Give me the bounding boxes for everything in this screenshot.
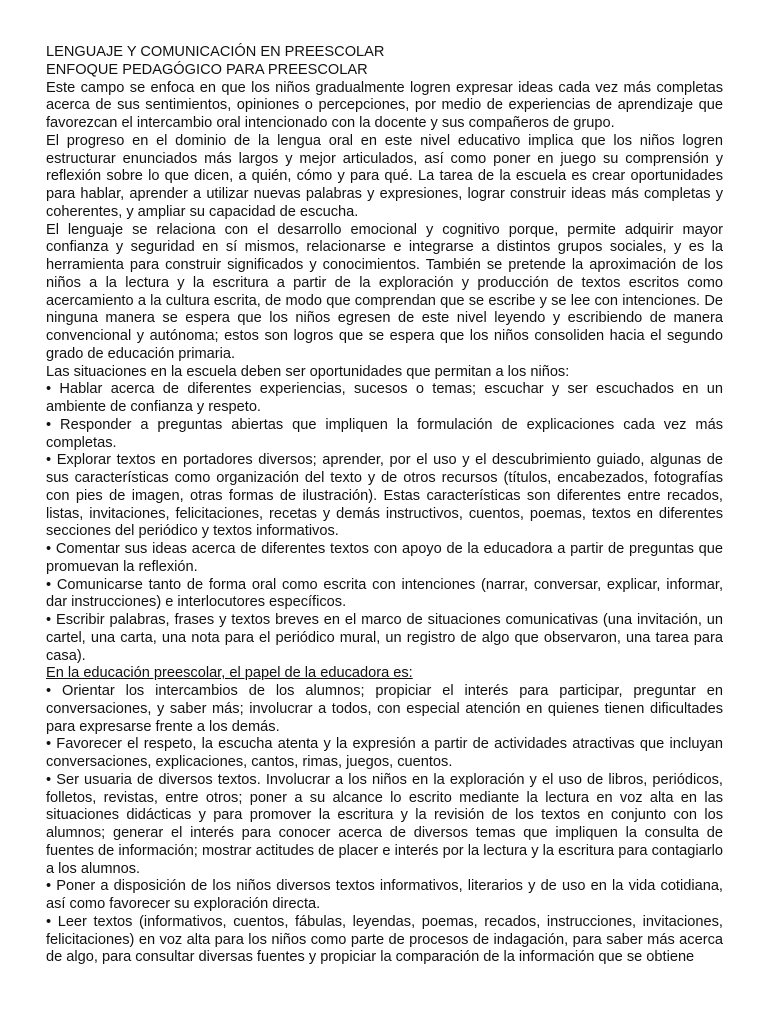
situaciones-list-item: • Explorar textos en portadores diversos; aprender, por el uso y el descubrimiento guiado, algunas de sus características como organización del texto y de otros recursos (títulos, encabezados, fotografías con pies de imagen, otras formas de ilustración). Estas características son diferentes entre recados, listas, invitaciones, felicitaciones, recetas y demás instructivos, cuentos, poemas, textos en diferentes secciones del periódico y textos informativos. [46, 452, 723, 540]
situaciones-list-item: • Comunicarse tanto de forma oral como escrita con intenciones (narrar, conversar, explicar, informar, dar instrucciones) e interlocutores específicos. [46, 576, 723, 611]
paragraph: Este campo se enfoca en que los niños gradualmente logren expresar ideas cada vez más completas acerca de sus sentimientos, opiniones o percepciones, por medio de experiencias de aprendizaje que favorezcan el intercambio oral intencionado con la docente y sus compañeros de grupo. [46, 79, 723, 131]
paragraph: El lenguaje se relaciona con el desarrollo emocional y cognitivo porque, permite adquirir mayor confianza y seguridad en sí mismos, relacionarse e integrarse a distintos grupos sociales, y es la herramienta para construir significados y conocimientos. También se pretende la aproximación de los niños a la lectura y la escritura a partir de la exploración y producción de textos escritos como acercamiento a la cultura escrita, de modo que comprendan que se escribe y se lee con intenciones. De ninguna manera se espera que los niños egresen de este nivel leyendo y escribiendo de manera convencional y autónoma; estos son logros que se espera que los niños consoliden hacia el segundo grado de educación primaria. [46, 221, 723, 362]
papel-list-item: • Leer textos (informativos, cuentos, fábulas, leyendas, poemas, recados, instrucciones, invitaciones, felicitaciones) en voz alta para los niños como parte de procesos de indagación, para saber más acerca de algo, para consultar diversas fuentes y propiciar la comparación de la información que se obtiene [46, 913, 723, 966]
papel-list-item: • Favorecer el respeto, la escucha atenta y la expresión a partir de actividades atractivas que incluyan conversaciones, explicaciones, cantos, rimas, juegos, cuentos. [46, 736, 723, 770]
section-subheading: En la educación preescolar, el papel de la educadora es: [46, 665, 413, 682]
document-page [46, 44, 723, 967]
document-subtitle: ENFOQUE PEDAGÓGICO PARA PREESCOLAR [46, 61, 368, 78]
situaciones-list-item: • Hablar acerca de diferentes experiencias, sucesos o temas; escuchar y ser escuchados en un ambiente de confianza y respeto. [46, 381, 723, 415]
situaciones-list-item: • Comentar sus ideas acerca de diferentes textos con apoyo de la educadora a partir de preguntas que promuevan la reflexión. [46, 541, 723, 575]
papel-list-item: • Poner a disposición de los niños diversos textos informativos, literarios y de uso en la vida cotidiana, así como favorecer su exploración directa. [46, 878, 723, 912]
papel-list-item: • Ser usuaria de diversos textos. Involucrar a los niños en la exploración y el uso de libros, periódicos, folletos, revistas, entre otros; poner a su alcance lo escrito mediante la lectura en voz alta en las situaciones didácticas y para promover la escritura y la revisión de los textos en conjunto con los alumnos; generar el interés para conocer acerca de diversos temas que impliquen la consulta de fuentes de información; mostrar actitudes de placer e interés por la lectura y la escritura para contagiarlo a los alumnos. [46, 771, 723, 877]
situaciones-list-item: • Escribir palabras, frases y textos breves en el marco de situaciones comunicativas (una invitación, un cartel, una carta, una nota para el periódico mural, un registro de algo que observaron, una tarea para casa). [46, 612, 723, 664]
paragraph: El progreso en el dominio de la lengua oral en este nivel educativo implica que los niños logren estructurar enunciados más largos y mejor articulados, así como poner en juego su comprensión y reflexión sobre lo que dicen, a quién, cómo y para qué. La tarea de la escuela es crear oportunidades para hablar, aprender a utilizar nuevas palabras y expresiones, lograr construir ideas más completas y coherentes, y ampliar su capacidad de escucha. [46, 132, 723, 220]
situaciones-list-item: • Responder a preguntas abiertas que impliquen la formulación de explicaciones cada vez más completas. [46, 416, 723, 451]
papel-list-item: • Orientar los intercambios de los alumnos; propiciar el interés para participar, preguntar en conversaciones, y saber más; involucrar a todos, con especial atención en quienes tienen dificultades para expresarse frente a los demás. [46, 683, 723, 735]
document-title: LENGUAJE Y COMUNICACIÓN EN PREESCOLAR [46, 44, 385, 60]
paragraph: Las situaciones en la escuela deben ser oportunidades que permitan a los niños: [46, 363, 570, 380]
